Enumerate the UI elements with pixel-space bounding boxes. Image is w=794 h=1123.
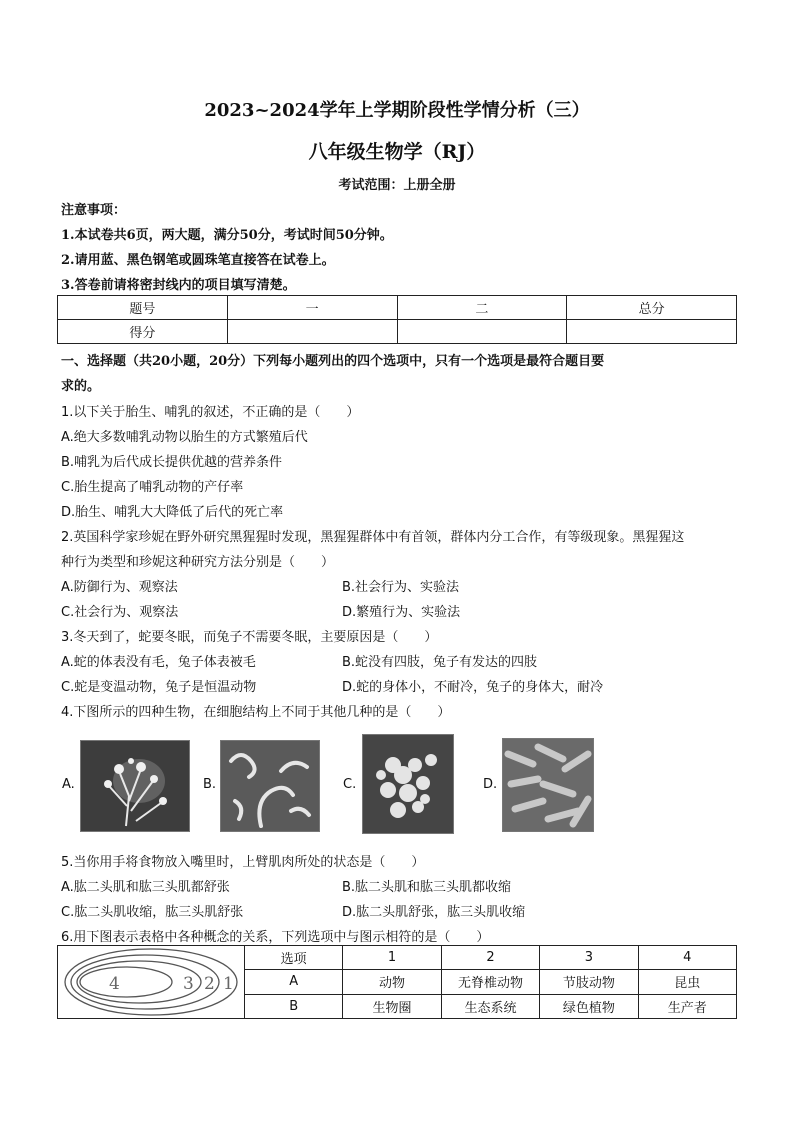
diagram-label-3: 3	[182, 974, 194, 994]
option: C.胎生提高了哺乳动物的产仔率	[61, 480, 244, 495]
score-table	[57, 295, 737, 344]
question-stem: 4.下图所示的四种生物，在细胞结构上不同于其他几种的是（ ）	[61, 705, 451, 720]
score-cell	[227, 320, 397, 344]
option: B.哺乳为后代成长提供优越的营养条件	[61, 455, 283, 470]
score-header: 一	[227, 296, 397, 320]
table-cell: 无脊椎动物	[441, 970, 539, 994]
diagram-label-1: 1	[222, 974, 234, 994]
table-cell: 生产者	[638, 994, 736, 1018]
question-stem: 6.用下图表示表格中各种概念的关系，下列选项中与图示相符的是（ ）	[61, 930, 490, 945]
note-item: 1.本试卷共6页，两大题，满分50分，考试时间50分钟。	[61, 228, 393, 243]
option: A.绝大多数哺乳动物以胎生的方式繁殖后代	[61, 430, 308, 445]
mold-image	[80, 740, 190, 832]
option: D.蛇的身体小，不耐冷，兔子的身体大，耐冷	[342, 680, 604, 695]
table-header: 1	[343, 946, 441, 970]
option: D.肱二头肌舒张，肱三头肌收缩	[342, 905, 526, 920]
table-header: 4	[638, 946, 736, 970]
exam-title: 2023~2024学年上学期阶段性学情分析（三）	[204, 100, 590, 121]
score-header: 二	[397, 296, 567, 320]
table-cell: 昆虫	[638, 970, 736, 994]
table-cell: B	[244, 994, 342, 1018]
figure-label: D.	[483, 777, 498, 792]
option: B.肱二头肌和肱三头肌都收缩	[342, 880, 512, 895]
yeast-image	[362, 734, 454, 834]
diagram-label-2: 2	[203, 974, 215, 994]
question-stem: 2.英国科学家珍妮在野外研究黑猩猩时发现，黑猩猩群体中有首领，群体内分工合作，有等级现象。黑猩猩这	[61, 530, 685, 545]
option: A.肱二头肌和肱三头肌都舒张	[61, 880, 230, 895]
table-cell: 节肢动物	[540, 970, 638, 994]
option: B.蛇没有四肢，兔子有发达的四肢	[342, 655, 538, 670]
notes-heading: 注意事项：	[61, 203, 127, 218]
option: C.社会行为、观察法	[61, 605, 179, 620]
bacteria-image	[502, 738, 594, 832]
table-header: 3	[540, 946, 638, 970]
table-cell: A	[244, 970, 342, 994]
option: A.防御行为、观察法	[61, 580, 178, 595]
table-cell: 动物	[343, 970, 441, 994]
question-stem-cont: 种行为类型和珍妮这种研究方法分别是（ ）	[61, 555, 335, 570]
question-stem: 3.冬天到了，蛇要冬眠，而兔子不需要冬眠，主要原因是（ ）	[61, 630, 438, 645]
table-cell: 绿色植物	[540, 994, 638, 1018]
score-cell	[567, 320, 737, 344]
score-header: 题号	[58, 296, 228, 320]
table-cell: 生物圈	[343, 994, 441, 1018]
score-row-label: 得分	[58, 320, 228, 344]
table-header: 2	[441, 946, 539, 970]
diagram-label-4: 4	[108, 974, 120, 994]
table-cell: 生态系统	[441, 994, 539, 1018]
option: C.肱二头肌收缩，肱三头肌舒张	[61, 905, 244, 920]
note-item: 3.答卷前请将密封线内的项目填写清楚。	[61, 278, 296, 293]
concept-diagram-cell	[58, 946, 245, 1019]
exam-scope: 考试范围：上册全册	[338, 178, 456, 193]
note-item: 2.请用蓝、黑色钢笔或圆珠笔直接答在试卷上。	[61, 253, 335, 268]
option: B.社会行为、实验法	[342, 580, 460, 595]
figure-label: B.	[203, 777, 217, 792]
exam-subtitle: 八年级生物学（RJ）	[308, 141, 486, 163]
score-header: 总分	[567, 296, 737, 320]
option: D.繁殖行为、实验法	[342, 605, 461, 620]
concept-table	[57, 945, 737, 1019]
fungi-image	[220, 740, 320, 832]
option: A.蛇的体表没有毛，兔子体表被毛	[61, 655, 256, 670]
section-heading: 一、选择题（共20小题，20分）下列每小题列出的四个选项中，只有一个选项是最符合题目要	[61, 354, 605, 369]
table-header: 选项	[244, 946, 342, 970]
option: D.胎生、哺乳大大降低了后代的死亡率	[61, 505, 284, 520]
score-cell	[397, 320, 567, 344]
section-heading-cont: 求的。	[61, 379, 101, 394]
question-stem: 1.以下关于胎生、哺乳的叙述，不正确的是（ ）	[61, 405, 360, 420]
nested-ellipse-diagram	[61, 946, 241, 1018]
figure-label: C.	[343, 777, 357, 792]
option: C.蛇是变温动物，兔子是恒温动物	[61, 680, 257, 695]
figure-label: A.	[62, 777, 75, 792]
question-stem: 5.当你用手将食物放入嘴里时，上臂肌肉所处的状态是（ ）	[61, 855, 425, 870]
